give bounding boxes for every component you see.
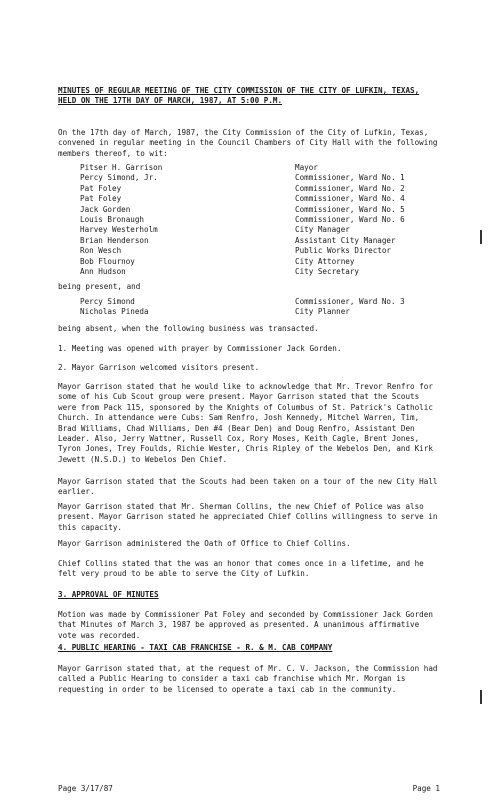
being-present-line: being present, and [58, 282, 141, 291]
member-name: Harvey Westerholm [80, 225, 158, 235]
member-row [80, 267, 440, 277]
scan-edge-mark [480, 690, 482, 704]
member-role: Public Works Director [295, 246, 392, 256]
member-role: City Manager [295, 225, 350, 235]
absent-members-list [80, 297, 440, 318]
intro-paragraph: On the 17th day of March, 1987, the City Commission of the City of Lufkin, Texas, convened in regular meeting in the Council Chambers of City Hall with the following members thereof, to wit: [58, 128, 438, 158]
member-name: Bob Flournoy [80, 256, 135, 266]
member-row [80, 184, 440, 194]
member-row [80, 236, 440, 246]
member-name: Brian Henderson [80, 235, 149, 245]
member-name: Jack Gorden [80, 204, 131, 214]
chief-remarks-paragraph: Chief Collins stated that the was an honor that comes once in a lifetime, and he felt very proud to be able to serve the City of Lufkin. [58, 559, 424, 579]
member-name: Ann Hudson [80, 266, 126, 276]
member-role: Commissioner, Ward No. 4 [295, 194, 405, 204]
member-name: Pat Foley [80, 194, 122, 204]
agenda-item-1: 1. Meeting was opened with prayer by Commissioner Jack Gorden. [58, 344, 342, 353]
member-row [80, 257, 440, 267]
member-role: City Secretary [295, 266, 360, 276]
member-name: Percy Simond [80, 297, 135, 306]
minutes-title: MINUTES OF REGULAR MEETING OF THE CITY COMMISSION OF THE CITY OF LUFKIN, TEXAS, HELD ON THE 17TH DAY OF MARCH, 1987, AT 5:00 P.M. [58, 86, 420, 106]
footer-date: Page 3/17/87 [58, 784, 113, 793]
member-row [80, 163, 440, 173]
member-name: Pitser H. Garrison [80, 163, 163, 172]
section-heading-approval: 3. APPROVAL OF MINUTES [58, 590, 159, 599]
present-members-list [80, 163, 440, 277]
member-name: Louis Bronaugh [80, 214, 145, 224]
approval-paragraph: Motion was made by Commissioner Pat Foley and seconded by Commissioner Jack Gorden that Minutes of March 3, 1987 be approved as presented. A unanimous affirmative vote was recorded. [58, 610, 433, 640]
member-role: Commissioner, Ward No. 6 [295, 214, 405, 224]
scan-edge-mark [480, 230, 482, 244]
member-row [80, 205, 440, 215]
taxi-cab-paragraph: Mayor Garrison stated that, at the request of Mr. C. V. Jackson, the Commission had called a Public Hearing to consider a taxi cab franchise which Mr. Morgan is requesting in order to be licensed to operate a taxi cab in the community. [58, 664, 438, 694]
member-row [80, 307, 440, 317]
member-role: Commissioner, Ward No. 5 [295, 204, 405, 214]
member-role: City Planner [295, 307, 350, 317]
member-row [80, 225, 440, 235]
member-row [80, 215, 440, 225]
member-row [80, 173, 440, 183]
member-name: Nicholas Pineda [80, 307, 149, 317]
member-row [80, 194, 440, 204]
section-heading-taxi-cab: 4. PUBLIC HEARING - TAXI CAB FRANCHISE - R. & M. CAB COMPANY [58, 643, 333, 652]
member-role: Mayor [295, 163, 318, 172]
member-name: Ron Wesch [80, 246, 122, 256]
member-role: Assistant City Manager [295, 235, 396, 245]
member-name: Pat Foley [80, 183, 122, 193]
cub-scouts-paragraph: Mayor Garrison stated that he would like to acknowledge that Mr. Trevor Renfro for some of his Cub Scout group were present. Mayor Garrison stated that the Scouts were from Pack 115, sponsored by the Knights of Columbus of St. Patrick's Catholic Church. In attendance were Cubs: Sam Renfro, Josh Kennedy, Mitchel Warren, Tim, Brad Williams, Chad Williams, Den #4 (Bear Den) and Doug Renfro, Assistant Den Leader. Also, Jerry Wattner, Russell Cox, Rory Moses, Keith Cagle, Brent Jones, Tyron Jones, Trey Foulds, Richie Wester, Chris Ripley of the Webelos Den, and Kirk Jewett (N.S.D.) to Webelos Den Chief. [58, 382, 433, 464]
police-chief-paragraph: Mayor Garrison stated that Mr. Sherman Collins, the new Chief of Police was also present. Mayor Garrison stated he appreciated Chief Collins willingness to serve in this capacity. [58, 502, 438, 532]
page-footer [58, 784, 440, 794]
agenda-item-2: 2. Mayor Garrison welcomed visitors present. [58, 363, 260, 372]
footer-page-number: Page 1 [412, 784, 440, 793]
absent-statement: being absent, when the following business was transacted. [58, 324, 319, 333]
member-name: Percy Simond, Jr. [80, 173, 158, 183]
member-role: Commissioner, Ward No. 1 [295, 173, 405, 183]
member-row [80, 246, 440, 256]
member-row [80, 297, 440, 307]
city-hall-tour-paragraph: Mayor Garrison stated that the Scouts had been taken on a tour of the new City Hall earlier. [58, 477, 438, 497]
member-role: Commissioner, Ward No. 3 [295, 297, 405, 306]
member-role: Commissioner, Ward No. 2 [295, 183, 405, 193]
oath-paragraph: Mayor Garrison administered the Oath of Office to Chief Collins. [58, 539, 351, 548]
member-role: City Attorney [295, 256, 355, 266]
